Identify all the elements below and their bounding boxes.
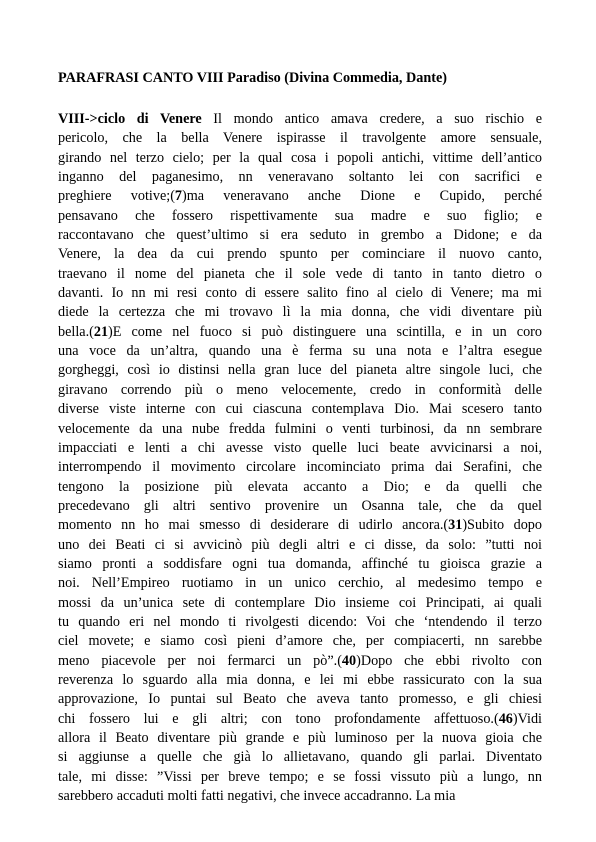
text-line	[58, 748, 542, 767]
text-line	[58, 594, 542, 613]
text-line	[58, 381, 542, 400]
text-segment: reverenza lo sguardo alla mia donna, e lei mi ebbe rassicurato con la sua	[58, 671, 542, 688]
text-segment: chi fossero lui e gli altri; con tono profondamente affettuoso.(	[58, 710, 499, 727]
text-segment: si aggiunse a quelle che già lo allietavano, quando gli parlai. Diventato	[58, 749, 542, 766]
text-segment: diverse viste interne con cui ciascuna contemplava Dio. Mai scesero tanto	[58, 401, 542, 418]
text-segment: interrompendo il movimento circolare incominciato prima dai Serafini, che	[58, 459, 542, 476]
text-segment: uno dei Beati ci si avvicinò più degli altri e ci disse, da solo: ”tutti noi	[58, 536, 542, 553]
document-body	[58, 110, 542, 806]
text-segment: preghiere votive;(	[58, 188, 175, 205]
text-segment: ciel movete; e siamo così pieni d’amore che, per compiacerti, nn sarebbe	[58, 633, 542, 650]
text-line	[58, 342, 542, 361]
text-segment: pensavano che fossero rispettivamente sua madre e suo figlio; e	[58, 207, 542, 224]
text-line	[58, 478, 542, 497]
bold-marker: 46	[498, 710, 513, 727]
text-segment: pericolo, che la bella Venere ispirasse il travolgente amore sensuale,	[58, 130, 542, 147]
text-line	[58, 574, 542, 593]
text-segment: precedevano gli altri sentivo provenire un Osanna tale, che da quel	[58, 497, 542, 514]
text-segment: )ma veneravano anche Dione e Cupido, perché	[182, 188, 542, 205]
bold-marker: 21	[93, 323, 109, 340]
bold-marker: 31	[448, 517, 463, 534]
text-segment: siamo pronti a soddisfare ogni tua domanda, affinché tu gioisca grazie a	[58, 555, 542, 572]
text-segment: davanti. Io nn mi resi conto di essere salito fino al cielo di Venere; ma mi	[58, 285, 542, 302]
text-segment: )Subito dopo	[462, 517, 542, 534]
text-line	[58, 652, 542, 671]
text-line	[58, 420, 542, 439]
text-segment: noi. Nell’Empireo ruotiamo in un unico cerchio, al medesimo tempo e	[58, 575, 542, 592]
text-segment: )E come nel fuoco si può distinguere una scintilla, e in un coro	[108, 323, 542, 340]
bold-marker: 7	[174, 188, 183, 205]
text-segment: tale, mi disse: ”Vissi per breve tempo; e se fossi vissuto più a lungo, nn	[58, 768, 542, 785]
text-line	[58, 690, 542, 709]
bold-marker: VIII->ciclo di Venere	[58, 111, 202, 127]
text-line	[58, 787, 542, 806]
text-line	[58, 516, 542, 535]
text-line	[58, 536, 542, 555]
text-line	[58, 632, 542, 651]
text-line	[58, 710, 542, 729]
text-segment: )Vidi	[512, 710, 542, 727]
text-line	[58, 729, 542, 748]
text-line	[58, 129, 542, 148]
text-line	[58, 265, 542, 284]
text-line	[58, 555, 542, 574]
text-line	[58, 671, 542, 690]
text-line	[58, 768, 542, 787]
text-segment: gorgheggi, così io distinsi nella gran luce del pianeta altre singole luci, che	[58, 362, 542, 379]
text-segment: una voce da un’altra, quando una è ferma su una nota e l’altra esegue	[58, 343, 542, 360]
text-segment: meno piacevole per noi fermarci un pò”.(	[58, 652, 342, 669]
text-segment: bella.(	[58, 323, 94, 340]
text-line	[58, 110, 542, 129]
text-line	[58, 187, 542, 206]
text-segment: momento nn ho mai smesso di desiderare di udirlo ancora.(	[58, 517, 449, 534]
text-segment: Il mondo antico amava credere, a suo rischio e	[201, 111, 542, 127]
text-line	[58, 439, 542, 458]
text-segment: )Dopo che ebbi rivolto con	[356, 652, 542, 669]
text-segment: tengono la posizione più elevata accanto a Dio; e da quelli che	[58, 478, 542, 495]
text-segment: giravano correndo più o meno velocemente, credo in conformità delle	[58, 381, 542, 398]
text-segment: impacciati e lenti a chi avesse visto quelle luci beate avvicinarsi a noi,	[58, 439, 542, 456]
text-segment: traevano il nome del pianeta che il sole vede di tanto in tanto dietro o	[58, 265, 542, 282]
text-segment: Venere, la dea da cui prendo spunto per cominciare il nuovo canto,	[58, 246, 542, 263]
text-line	[58, 497, 542, 516]
text-line	[58, 361, 542, 380]
text-line	[58, 168, 542, 187]
text-segment: mossi da un’unica sete di contemplare Dio insieme coi Principati, ai quali	[58, 594, 542, 611]
text-segment: velocemente da una nube fredda fulmini o venti turbinosi, da nn sembrare	[58, 420, 542, 437]
text-line	[58, 400, 542, 419]
text-line	[58, 613, 542, 632]
text-segment: inganno del paganesimo, nn veneravano soltanto lei con sacrifici e	[58, 169, 542, 186]
text-segment: girando nel terzo cielo; per la qual cosa i popoli antichi, vittime dell’antico	[58, 149, 542, 166]
document-title: PARAFRASI CANTO VIII Paradiso (Divina Commedia, Dante)	[58, 70, 447, 86]
text-segment: diede la certezza che mi trovavo lì la mia donna, che vidi diventare più	[58, 304, 542, 321]
text-line	[58, 323, 542, 342]
text-segment: sarebbero accaduti molti fatti negativi, che invece accadranno. La mia	[58, 788, 456, 805]
text-line	[58, 458, 542, 477]
text-line	[58, 303, 542, 322]
text-segment: approvazione, Io puntai sul Beato che aveva tanto promesso, e gli chiesi	[58, 691, 542, 708]
text-line	[58, 149, 542, 168]
text-segment: tu quando eri nel mondo ti rivolgesti dicendo: Voi che ‘ntendendo il terzo	[58, 613, 542, 630]
text-segment: allora il Beato diventare più grande e più luminoso per la nuova gioia che	[58, 730, 542, 746]
text-line	[58, 226, 542, 245]
text-line	[58, 207, 542, 226]
text-line	[58, 284, 542, 303]
bold-marker: 40	[341, 652, 357, 669]
text-line	[58, 245, 542, 264]
text-segment: raccontavano che quest’ultimo si era seduto in grembo a Didone; e da	[58, 227, 542, 244]
